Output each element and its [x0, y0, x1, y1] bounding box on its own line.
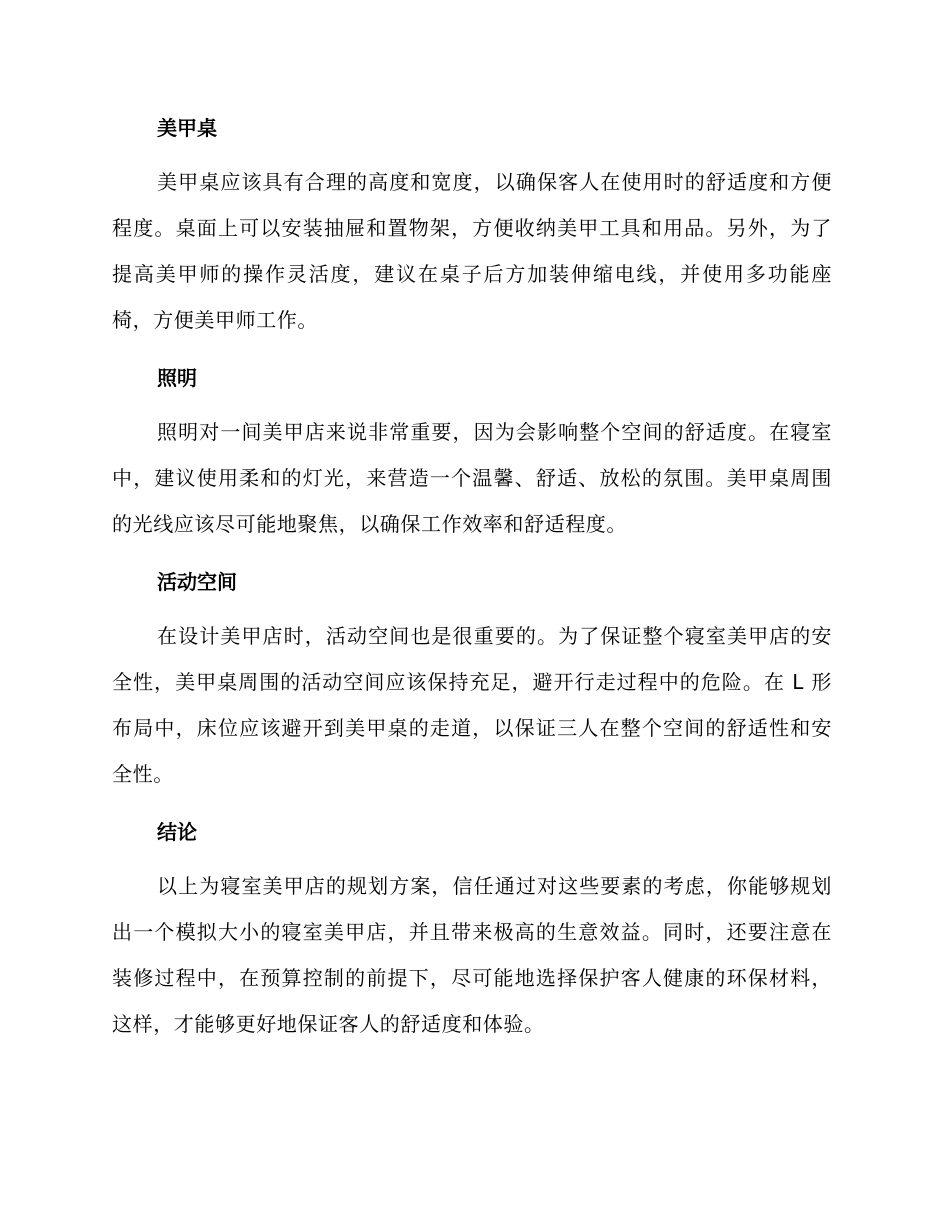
section-heading: 美甲桌: [157, 116, 217, 140]
section-heading: 活动空间: [157, 570, 237, 594]
section-activity-space: [112, 568, 832, 797]
section-paragraph: 在设计美甲店时，活动空间也是很重要的。为了保证整个寝室美甲店的安全性，美甲桌周围的活动空间应该保持充足，避开行走过程中的危险。在 L 形布局中，床位应该避开到美甲桌的走道，以保证三人在整个空间的舒适性和安全性。: [112, 624, 832, 786]
section-paragraph: 以上为寝室美甲店的规划方案，信任通过对这些要素的考虑，你能够规划出一个模拟大小的寝室美甲店，并且带来极高的生意效益。同时，还要注意在装修过程中，在预算控制的前提下，尽可能地选择保护客人健康的环保材料，这样，才能够更好地保证客人的舒适度和体验。: [112, 874, 832, 1036]
section-heading: 照明: [157, 366, 197, 390]
section-lighting: [112, 364, 832, 547]
section-conclusion: [112, 818, 832, 1047]
section-nail-table: [112, 114, 832, 343]
section-paragraph: 美甲桌应该具有合理的高度和宽度，以确保客人在使用时的舒适度和方便程度。桌面上可以安装抽屉和置物架，方便收纳美甲工具和用品。另外，为了提高美甲师的操作灵活度，建议在桌子后方加装伸缩电线，并使用多功能座椅，方便美甲师工作。: [112, 170, 832, 332]
section-heading: 结论: [157, 820, 197, 844]
section-paragraph: 照明对一间美甲店来说非常重要，因为会影响整个空间的舒适度。在寝室中，建议使用柔和的灯光，来营造一个温馨、舒适、放松的氛围。美甲桌周围的光线应该尽可能地聚焦，以确保工作效率和舒适程度。: [112, 420, 832, 536]
